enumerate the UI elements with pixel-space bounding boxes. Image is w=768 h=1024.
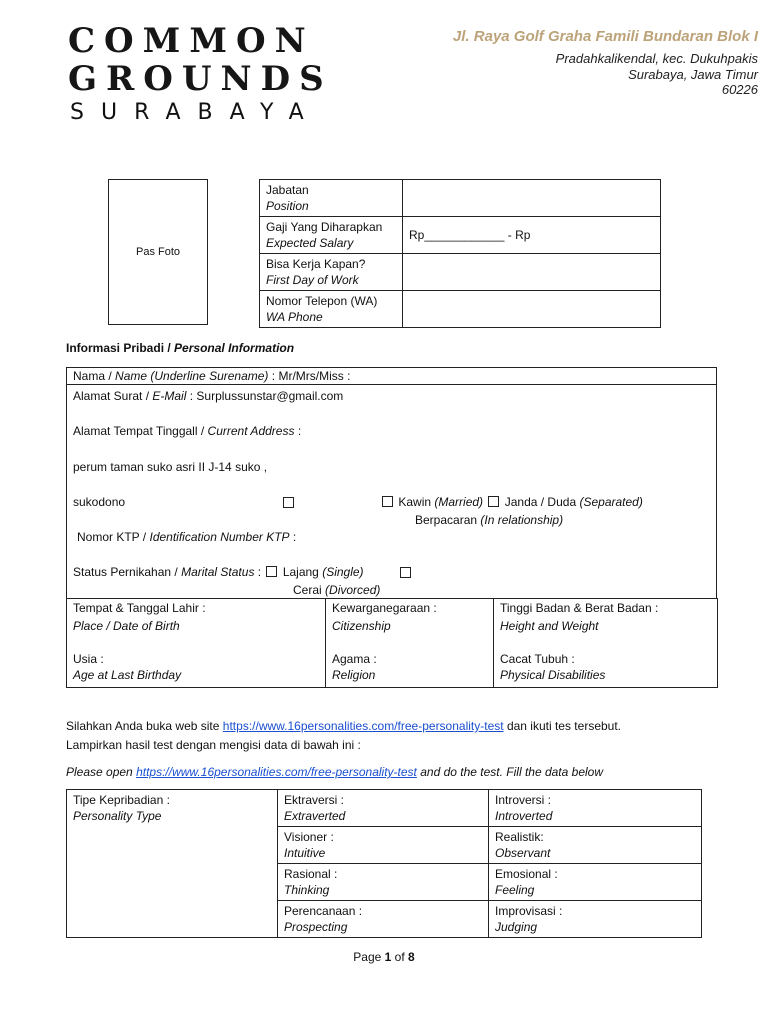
trait-label: Perencanaan : (284, 904, 363, 918)
personality-type-label: Tipe Kepribadian : (73, 793, 170, 807)
instructions-en-pre: Please open (66, 765, 133, 779)
ktp-label-en: Identification Number KTP (149, 530, 290, 544)
trait-label-en: Judging (495, 920, 538, 934)
married-label: Kawin (398, 495, 432, 509)
ktp-row[interactable] (77, 529, 296, 545)
relationship-option[interactable] (415, 512, 563, 528)
personality-test-link-en[interactable]: https://www.16personalities.com/free-personality-test (136, 765, 417, 779)
separated-label: Janda / Duda (504, 495, 577, 509)
personality-type-cell[interactable] (67, 790, 278, 938)
single-label: Lajang (282, 565, 319, 579)
personality-type-label-en: Personality Type (73, 809, 162, 823)
name-suffix: : Mr/Mrs/Miss : (271, 369, 351, 383)
trait-label-en: Intuitive (284, 846, 326, 860)
salary-label-en: Expected Salary (266, 236, 354, 250)
address-label-en: Current Address (207, 424, 295, 438)
address-line-1: Jl. Raya Golf Graha Famili Bundaran Blok I (452, 28, 758, 45)
section-title (66, 340, 294, 356)
personal-info-box (66, 367, 717, 599)
trait-cell[interactable] (278, 790, 489, 827)
address-line-3: Surabaya, Jawa Timur (628, 67, 758, 82)
page-number (0, 950, 768, 964)
position-value[interactable] (403, 180, 661, 217)
trait-label: Rasional : (284, 867, 338, 881)
trait-cell[interactable] (489, 827, 702, 864)
trait-label: Realistik: (495, 830, 544, 844)
trait-cell[interactable] (278, 901, 489, 938)
relationship-label: Berpacaran (415, 513, 478, 527)
instructions-id (66, 718, 688, 734)
phone-label: Nomor Telepon (WA) (266, 294, 378, 308)
address-value-2: sukodono (73, 495, 126, 509)
marital-label: Status Pernikahan / (73, 565, 178, 579)
marital-label-en: Marital Status (181, 565, 255, 579)
start-value[interactable] (403, 254, 661, 291)
email-value: : Surplussunstar@gmail.com (189, 389, 344, 403)
age-label-en: Age at Last Birthday (73, 668, 182, 682)
name-row[interactable] (67, 368, 716, 385)
trait-cell[interactable] (489, 864, 702, 901)
birth-label: Tempat & Tanggal Lahir : (73, 601, 206, 615)
single-label-en: (Single) (322, 565, 364, 579)
email-label: Alamat Surat / (73, 389, 150, 403)
address-line-2: Pradahkalikendal, kec. Dukuhpakis (555, 51, 758, 66)
checkbox-empty[interactable] (283, 497, 294, 508)
birth-cell[interactable] (67, 599, 326, 688)
trait-label: Ektraversi : (284, 793, 345, 807)
address-line-4: 60226 (721, 82, 758, 97)
height-label: Tinggi Badan & Berat Badan : (500, 601, 659, 615)
instructions-id-post: dan ikuti tes tersebut. (506, 719, 622, 733)
religion-label: Agama : (332, 652, 377, 666)
page-label: Page (353, 950, 382, 964)
ktp-label: Nomor KTP / (77, 530, 147, 544)
salary-label-cell (260, 217, 403, 254)
trait-label-en: Thinking (284, 883, 330, 897)
citizenship-label-en: Citizenship (332, 619, 391, 633)
personality-table (66, 789, 702, 938)
phone-label-en: WA Phone (266, 310, 323, 324)
separated-label-en: (Separated) (579, 495, 643, 509)
logo-subtitle: SURABAYA (70, 100, 321, 125)
address-value-1: perum taman suko asri II J-14 suko , (73, 460, 268, 474)
salary-value[interactable]: Rp____________ - Rp (403, 217, 661, 254)
instructions-id-line2: Lampirkan hasil test dengan mengisi data di bawah ini : (66, 738, 361, 752)
divorced-checkbox[interactable] (400, 567, 411, 578)
instructions-en-post: and do the test. Fill the data below (420, 765, 604, 779)
personality-test-link[interactable]: https://www.16personalities.com/free-personality-test (222, 719, 504, 733)
married-option[interactable] (380, 494, 643, 510)
religion-label-en: Religion (332, 668, 376, 682)
trait-label-en: Introverted (495, 809, 553, 823)
position-label-en: Position (266, 199, 309, 213)
trait-label-en: Extraverted (284, 809, 346, 823)
trait-cell[interactable] (278, 827, 489, 864)
name-label: Nama / (73, 369, 112, 383)
phone-value[interactable] (403, 291, 661, 328)
trait-label: Improvisasi : (495, 904, 563, 918)
logo-line-2: GROUNDS (68, 59, 333, 99)
divorced-label-en: (Divorced) (325, 583, 381, 597)
separated-checkbox[interactable] (488, 496, 499, 507)
age-label: Usia : (73, 652, 104, 666)
address-label: Alamat Tempat Tinggall / (73, 424, 205, 438)
trait-cell[interactable] (489, 901, 702, 938)
birth-label-en: Place / Date of Birth (73, 619, 180, 633)
trait-label: Emosional : (495, 867, 558, 881)
height-cell[interactable] (494, 599, 718, 688)
divorced-label: Cerai (293, 583, 322, 597)
email-row[interactable] (73, 388, 343, 404)
position-label-cell (260, 180, 403, 217)
details-table (66, 598, 718, 688)
start-label: Bisa Kerja Kapan? (266, 257, 366, 271)
instructions-en (66, 764, 603, 780)
start-label-en: First Day of Work (266, 273, 359, 287)
trait-label: Introversi : (495, 793, 552, 807)
email-label-en: E-Mail (152, 389, 187, 403)
citizenship-label: Kewarganegaraan : (332, 601, 437, 615)
trait-label-en: Prospecting (284, 920, 348, 934)
single-checkbox[interactable] (266, 566, 277, 577)
section-title-id: Informasi Pribadi / (66, 341, 171, 355)
start-label-cell (260, 254, 403, 291)
relationship-label-en: (In relationship) (480, 513, 564, 527)
divorced-option[interactable] (293, 582, 380, 598)
photo-label: Pas Foto (135, 246, 181, 258)
position-label: Jabatan (266, 183, 309, 197)
citizenship-cell[interactable] (326, 599, 494, 688)
address-colon: : (297, 424, 302, 438)
logo-line-1: COMMON (68, 21, 315, 61)
photo-box[interactable] (108, 179, 208, 325)
trait-label-en: Feeling (495, 883, 535, 897)
phone-label-cell (260, 291, 403, 328)
trait-cell[interactable] (278, 864, 489, 901)
married-label-en: (Married) (434, 495, 484, 509)
page-of: of (394, 950, 405, 964)
job-table (259, 179, 661, 328)
page-total: 8 (408, 950, 415, 964)
height-label-en: Height and Weight (500, 619, 599, 633)
trait-label-en: Observant (495, 846, 551, 860)
address-row[interactable] (73, 423, 301, 439)
name-label-en: Name (Underline Surename) (115, 369, 269, 383)
disability-label-en: Physical Disabilities (500, 668, 606, 682)
trait-label: Visioner : (284, 830, 334, 844)
marital-row[interactable] (73, 564, 364, 580)
section-title-en: Personal Information (174, 341, 295, 355)
marital-colon: : (257, 565, 262, 579)
page-current: 1 (384, 950, 392, 964)
trait-cell[interactable] (489, 790, 702, 827)
salary-label: Gaji Yang Diharapkan (266, 220, 383, 234)
disability-label: Cacat Tubuh : (500, 652, 575, 666)
ktp-colon: : (292, 530, 297, 544)
married-checkbox[interactable] (382, 496, 393, 507)
instructions-id-pre: Silahkan Anda buka web site (66, 719, 220, 733)
